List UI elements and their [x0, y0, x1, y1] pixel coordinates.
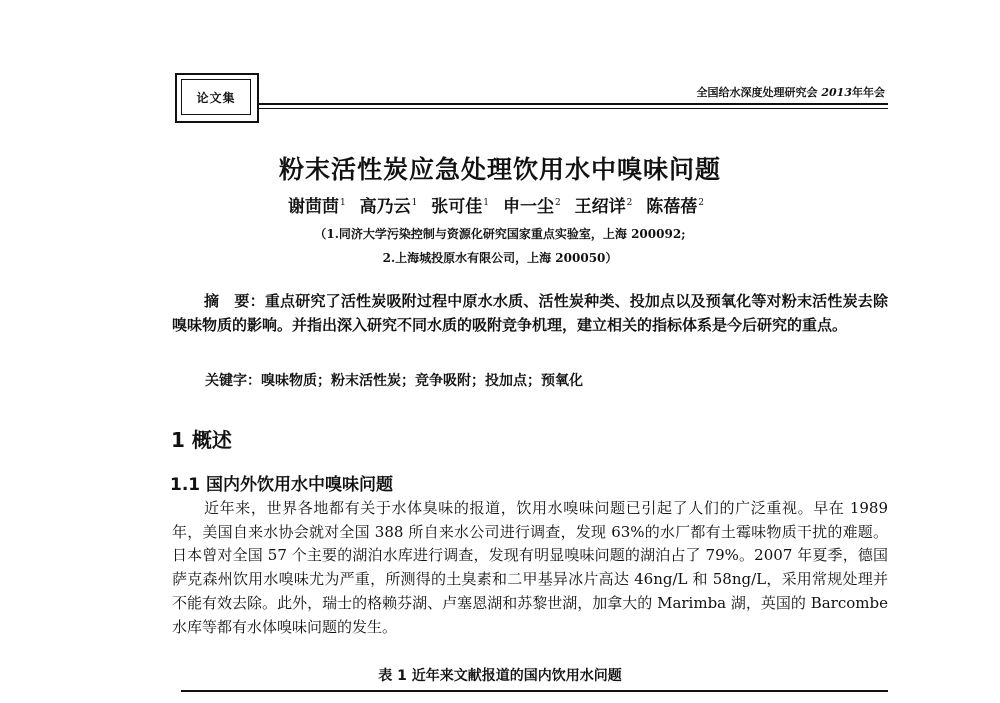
section-tag: 论文集 — [181, 79, 251, 115]
abstract-label: 摘 要： — [204, 292, 265, 310]
section-heading: 1 概述 — [171, 428, 232, 452]
keywords-label: 关键字： — [205, 373, 261, 389]
author-name: 张可佳 — [431, 197, 483, 217]
table-top-rule — [181, 690, 888, 692]
author-name: 谢茴茴 — [287, 197, 339, 217]
keywords — [205, 370, 583, 390]
affiliation-line-2: 2.上海城投原水有限公司，上海 200050） — [382, 251, 618, 265]
header-rule — [259, 103, 888, 105]
author-name: 王绍详 — [574, 197, 626, 217]
conference-name — [697, 84, 885, 100]
subsection-heading: 1.1 国内外饮用水中嗅味问题 — [170, 475, 394, 495]
affiliation-line-1: （1.同济大学污染控制与资源化研究国家重点实验室，上海 200092; — [314, 227, 686, 241]
table-caption: 表 1 近年来文献报道的国内饮用水问题 — [378, 668, 622, 684]
author-name: 申一尘 — [502, 197, 554, 217]
abstract — [172, 289, 888, 337]
paper-title: 粉末活性炭应急处理饮用水中嗅味问题 — [278, 155, 721, 184]
author-name: 高乃云 — [359, 197, 411, 217]
author-affiliation: 1 — [339, 198, 346, 209]
conference-org: 全国给水深度处理研究会 — [696, 86, 818, 99]
author-affiliation: 1 — [411, 198, 418, 209]
author-affiliation: 2 — [554, 198, 561, 209]
author-affiliation: 1 — [483, 198, 490, 209]
author-list — [0, 192, 1000, 217]
keywords-text: 嗅味物质；粉末活性炭；竞争吸附；投加点；预氧化 — [261, 373, 583, 389]
author-affiliation: 2 — [626, 198, 633, 209]
header-rule-thin — [259, 108, 888, 109]
conference-suffix: 年年会 — [852, 86, 885, 99]
abstract-text: 重点研究了活性炭吸附过程中原水水质、活性炭种类、投加点以及预氧化等对粉末活性炭去除嗅味物质的影响。并指出深入研究不同水质的吸附竞争机理，建立相关的指标体系是今后研究的重点。 — [172, 292, 888, 334]
conference-year: 2013 — [821, 86, 852, 99]
author-name: 陈蓓蓓 — [646, 197, 698, 217]
body-paragraph: 近年来，世界各地都有关于水体臭味的报道，饮用水嗅味问题已引起了人们的广泛重视。早在 1989 年，美国自来水协会就对全国 388 所自来水公司进行调查，发现 63%的水厂都有土霉味物质干扰的难题。日本曾对全国 57 个主要的湖泊水库进行调查，发现有明显嗅味问题的湖泊占了 79%。2007 年夏季，德国萨克森州饮用水嗅味尤为严重，所测得的土臭素和二甲基异冰片高达 46ng/L 和 58ng/L，采用常规处理并不能有效去除。此外，瑞士的格赖芬湖、卢塞恩湖和苏黎世湖，加拿大的 Marimba 湖，英国的 Barcombe 水库等都有水体嗅味问题的发生。 — [172, 499, 888, 636]
author-affiliation: 2 — [698, 198, 704, 209]
